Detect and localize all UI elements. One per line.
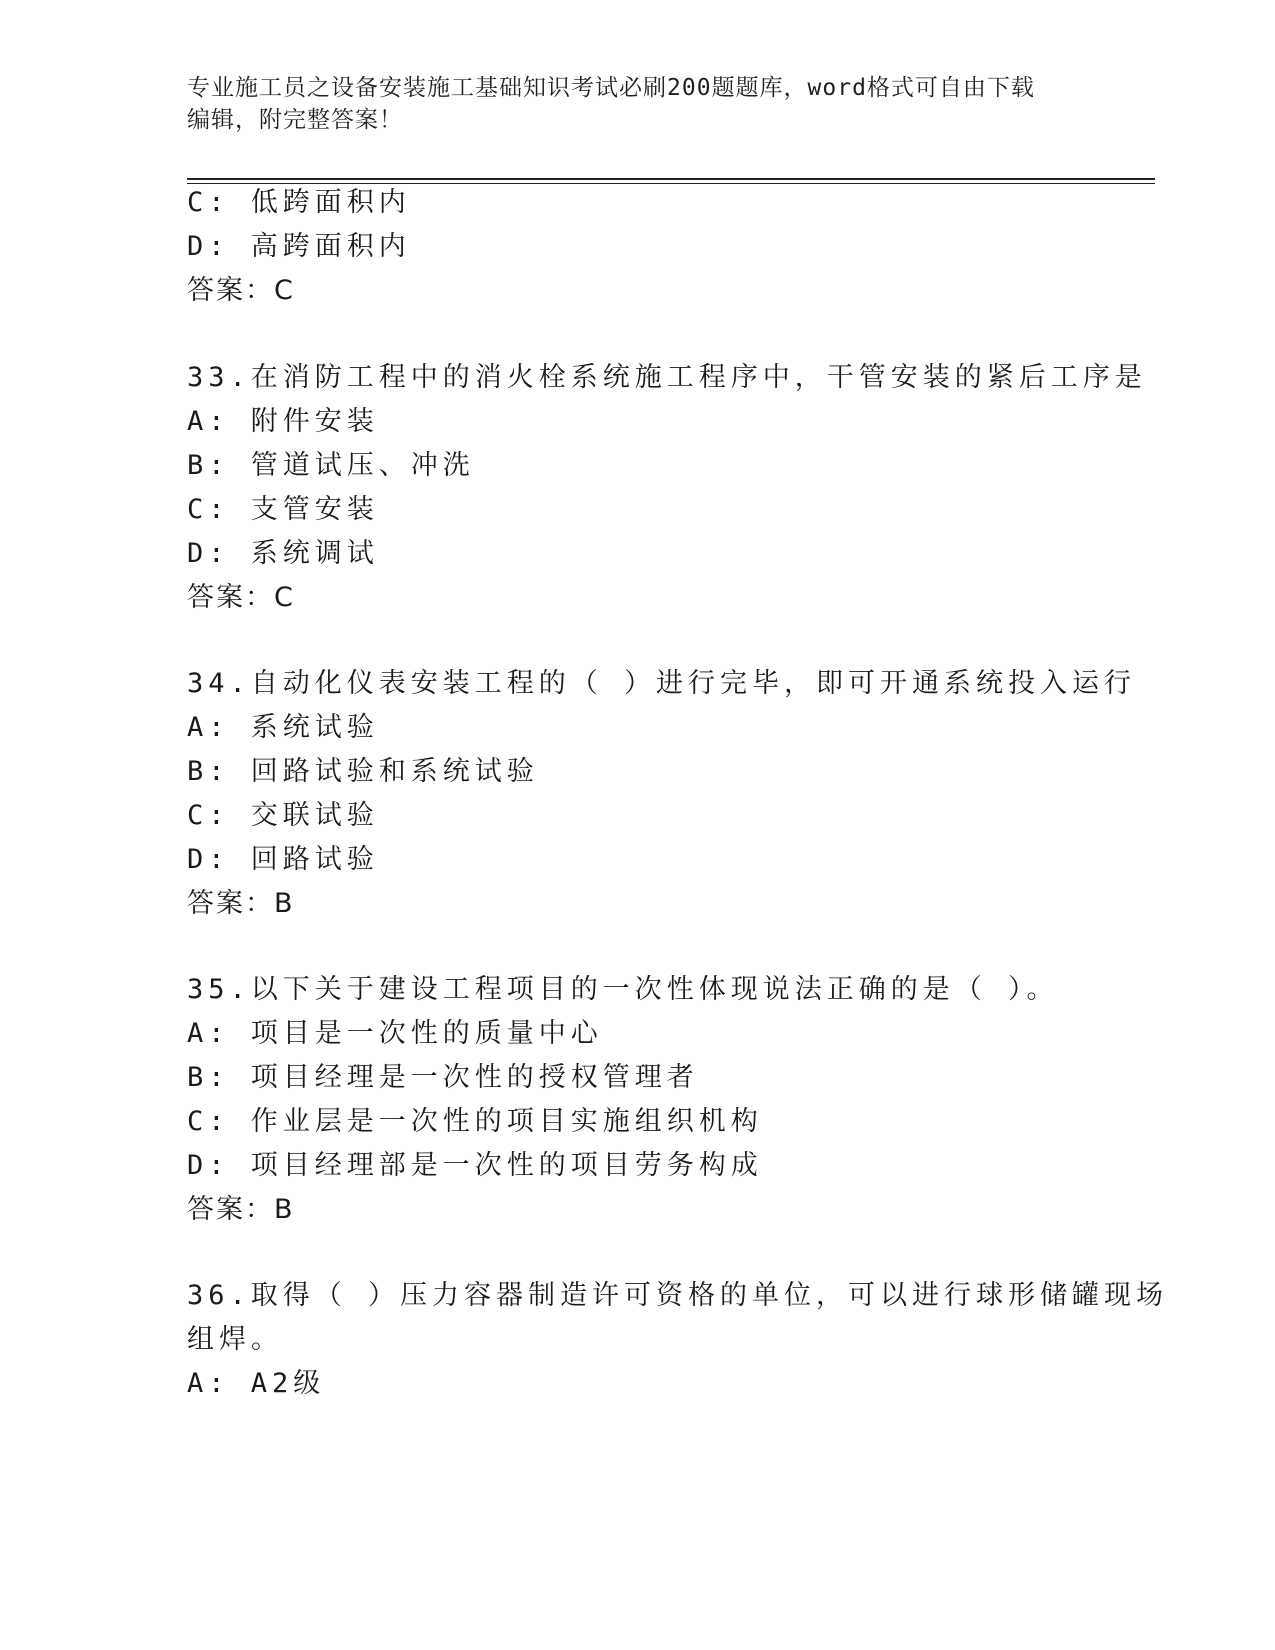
option-letter: D: xyxy=(187,1150,230,1181)
option-letter: B: xyxy=(187,756,230,787)
option-letter: A: xyxy=(187,1018,230,1049)
option-text: 回路试验 xyxy=(250,844,379,875)
option-text: 项目经理是一次性的授权管理者 xyxy=(250,1062,699,1093)
option-a xyxy=(187,1367,325,1401)
answer-value: C xyxy=(274,275,295,306)
option-letter: A: xyxy=(187,1368,230,1399)
answer-label: 答案： xyxy=(187,1194,274,1225)
option-text: 系统调试 xyxy=(250,538,379,569)
answer-value: B xyxy=(274,1194,295,1225)
option-letter: B: xyxy=(187,450,230,481)
answer-label: 答案： xyxy=(187,582,274,613)
answer-value: C xyxy=(274,582,295,613)
option-c xyxy=(187,799,379,833)
option-letter: D: xyxy=(187,844,230,875)
option-text: 管道试压、冲洗 xyxy=(250,450,475,481)
answer-label: 答案： xyxy=(187,275,274,306)
option-letter: C: xyxy=(187,494,230,525)
answer-value: B xyxy=(274,888,295,919)
option-letter: D: xyxy=(187,231,230,262)
answer-label: 答案： xyxy=(187,888,274,919)
header-title-line-1: 专业施工员之设备安装施工基础知识考试必刷200题题库，word格式可自由下载 xyxy=(187,75,1035,101)
answer-line xyxy=(187,274,295,308)
option-a xyxy=(187,1017,603,1051)
header-title-line-2: 编辑，附完整答案！ xyxy=(187,107,403,133)
option-letter: D: xyxy=(187,538,230,569)
question-stem-36-line-1: 36.取得（ ）压力容器制造许可资格的单位，可以进行球形储罐现场 xyxy=(187,1280,1169,1311)
option-letter: A: xyxy=(187,712,230,743)
option-text: 低跨面积内 xyxy=(250,187,411,218)
option-c xyxy=(187,186,411,220)
answer-line xyxy=(187,1193,295,1227)
option-letter: C: xyxy=(187,800,230,831)
option-text: 回路试验和系统试验 xyxy=(250,756,539,787)
question-stem-35: 35.以下关于建设工程项目的一次性体现说法正确的是（ ）。 xyxy=(187,974,1059,1005)
question-stem-36-line-2: 组焊。 xyxy=(187,1324,283,1355)
answer-line xyxy=(187,581,295,615)
option-text: 交联试验 xyxy=(250,800,379,831)
option-text: 高跨面积内 xyxy=(250,231,411,262)
option-text: 支管安装 xyxy=(250,494,379,525)
option-text: 项目是一次性的质量中心 xyxy=(250,1018,603,1049)
option-text: 系统试验 xyxy=(250,712,379,743)
option-d xyxy=(187,1149,763,1183)
option-d xyxy=(187,537,379,571)
option-letter: B: xyxy=(187,1062,230,1093)
option-text: 项目经理部是一次性的项目劳务构成 xyxy=(250,1150,763,1181)
option-letter: A: xyxy=(187,406,230,437)
option-a xyxy=(187,405,379,439)
option-text: A2级 xyxy=(250,1368,326,1399)
option-b xyxy=(187,449,475,483)
option-text: 作业层是一次性的项目实施组织机构 xyxy=(250,1106,763,1137)
option-c xyxy=(187,493,379,527)
option-b xyxy=(187,755,539,789)
option-text: 附件安装 xyxy=(250,406,379,437)
option-d xyxy=(187,843,379,877)
question-stem-33: 33.在消防工程中的消火栓系统施工程序中，干管安装的紧后工序是 xyxy=(187,362,1147,393)
answer-line xyxy=(187,887,295,921)
question-stem-34: 34.自动化仪表安装工程的（ ）进行完毕，即可开通系统投入运行 xyxy=(187,668,1137,699)
option-letter: C: xyxy=(187,187,230,218)
option-b xyxy=(187,1061,699,1095)
page-header xyxy=(187,72,1067,136)
header-rule-thin xyxy=(187,183,1155,184)
option-c xyxy=(187,1105,763,1139)
option-a xyxy=(187,711,379,745)
option-d xyxy=(187,230,411,264)
option-letter: C: xyxy=(187,1106,230,1137)
header-rule-thick xyxy=(187,178,1155,180)
